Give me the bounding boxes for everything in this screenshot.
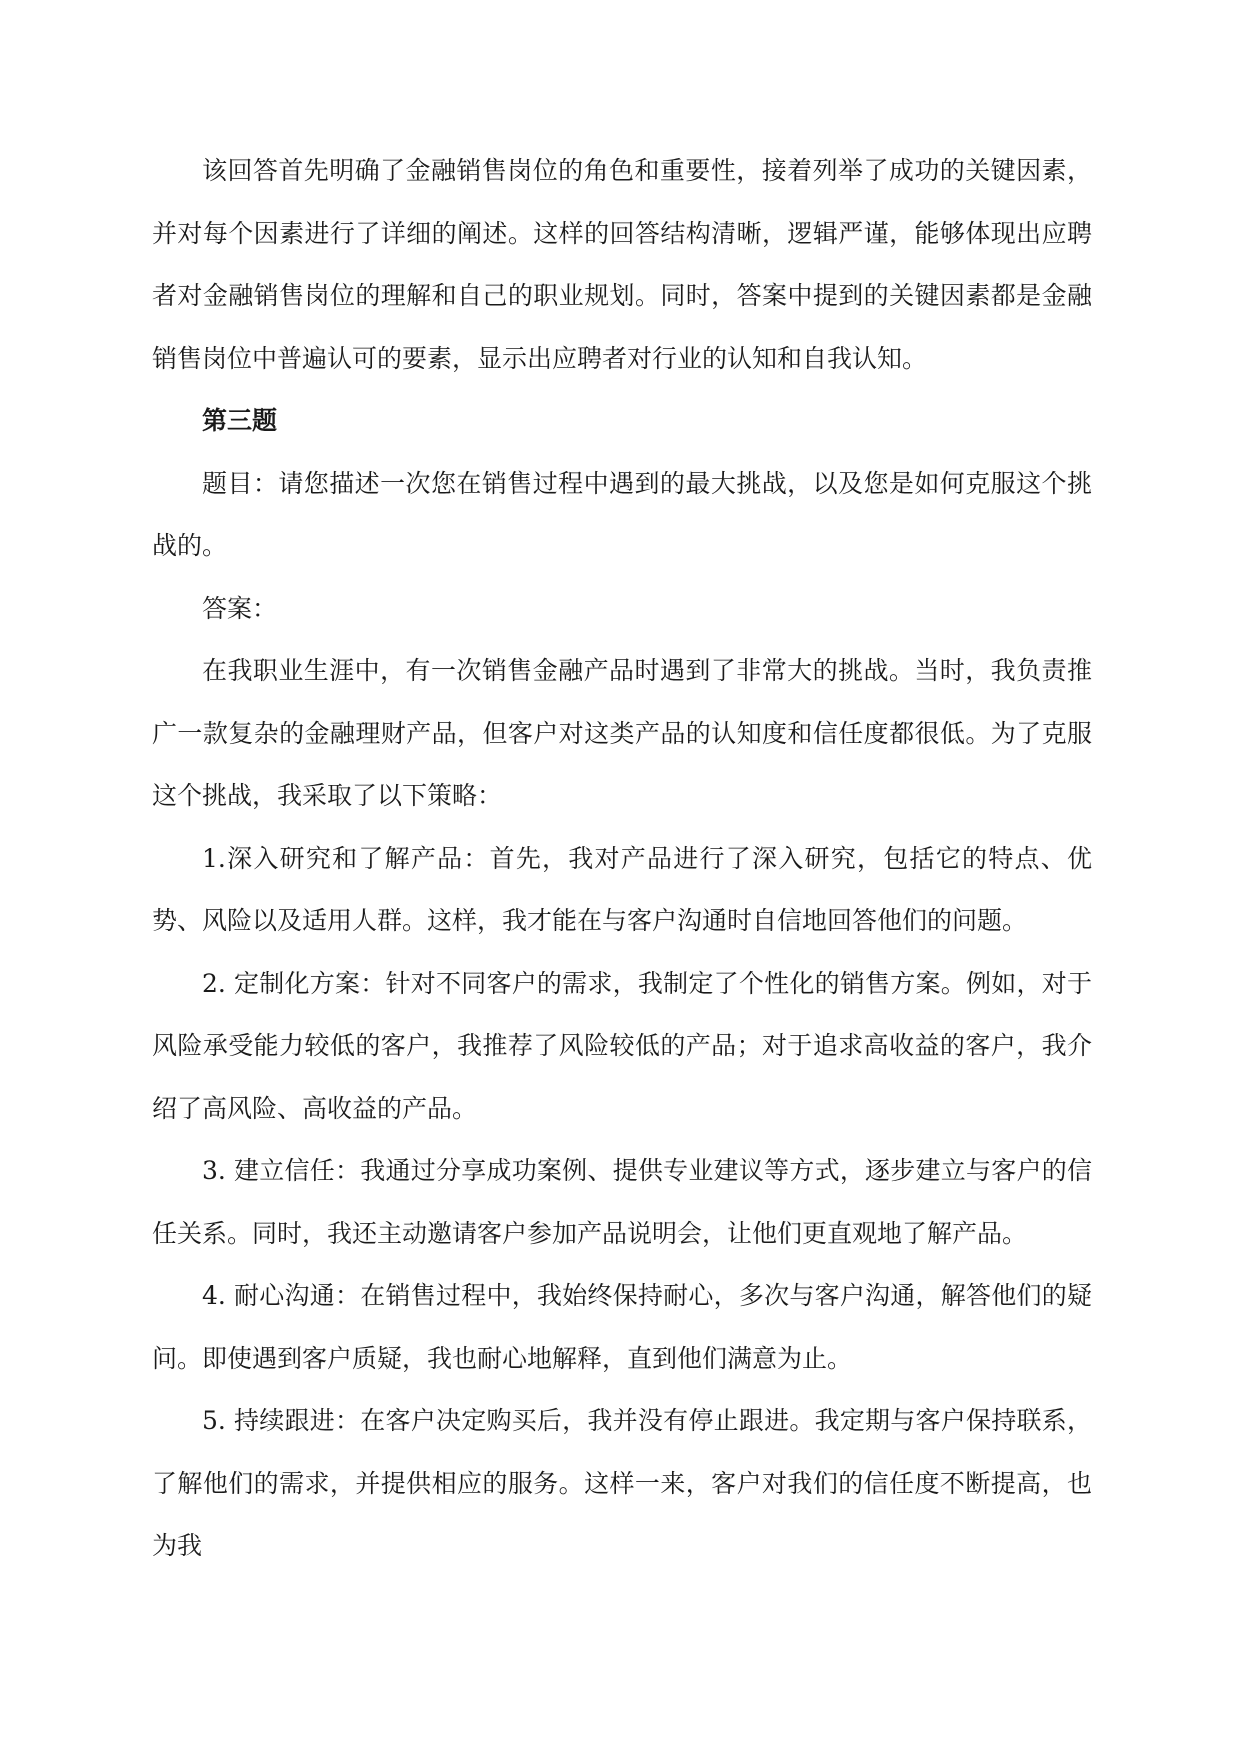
strategy-item-3: 3. 建立信任：我通过分享成功案例、提供专业建议等方式，逐步建立与客户的信任关系。同时，我还主动邀请客户参加产品说明会，让他们更直观地了解产品。 xyxy=(152,1156,1092,1248)
answer-label: 答案： xyxy=(202,593,278,623)
paragraph-evaluation: 该回答首先明确了金融销售岗位的角色和重要性，接着列举了成功的关键因素，并对每个因素进行了详细的阐述。这样的回答结构清晰，逻辑严谨，能够体现出应聘者对金融销售岗位的理解和自己的职业规划。同时，答案中提到的关键因素都是金融销售岗位中普遍认可的要素，显示出应聘者对行业的认知和自我认知。 xyxy=(152,156,1092,373)
strategy-item-5: 5. 持续跟进：在客户决定购买后，我并没有停止跟进。我定期与客户保持联系，了解他们的需求，并提供相应的服务。这样一来，客户对我们的信任度不断提高，也为我 xyxy=(152,1406,1092,1560)
strategy-item-2: 2. 定制化方案：针对不同客户的需求，我制定了个性化的销售方案。例如，对于风险承受能力较低的客户，我推荐了风险较低的产品；对于追求高收益的客户，我介绍了高风险、高收益的产品。 xyxy=(152,968,1092,1123)
answer-intro-paragraph: 在我职业生涯中，有一次销售金融产品时遇到了非常大的挑战。当时，我负责推广一款复杂的金融理财产品，但客户对这类产品的认知度和信任度都很低。为了克服这个挑战，我采取了以下策略： xyxy=(152,656,1092,810)
strategy-item-4: 4. 耐心沟通：在销售过程中，我始终保持耐心，多次与客户沟通，解答他们的疑问。即使遇到客户质疑，我也耐心地解释，直到他们满意为止。 xyxy=(152,1281,1092,1373)
section-heading: 第三题 xyxy=(202,406,278,435)
question-paragraph: 题目：请您描述一次您在销售过程中遇到的最大挑战，以及您是如何克服这个挑战的。 xyxy=(152,468,1092,560)
document-body xyxy=(152,140,1092,1578)
strategy-item-1: 1.深入研究和了解产品：首先，我对产品进行了深入研究，包括它的特点、优势、风险以及适用人群。这样，我才能在与客户沟通时自信地回答他们的问题。 xyxy=(152,843,1092,935)
